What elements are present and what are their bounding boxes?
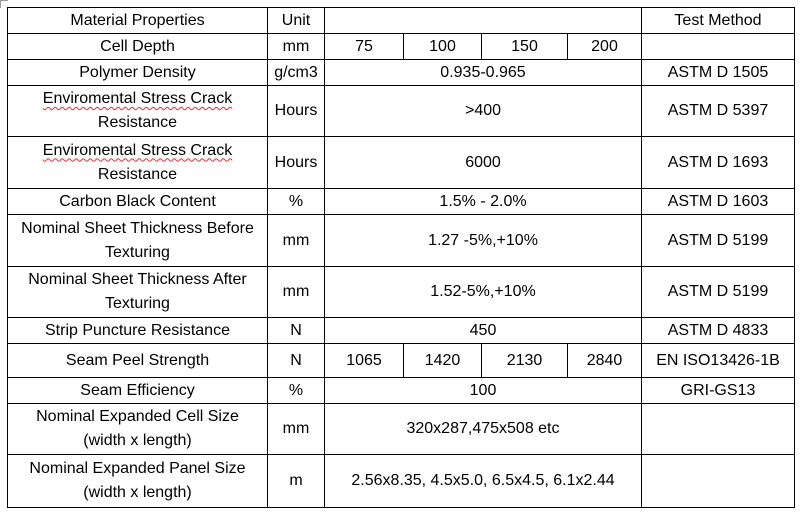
depth-value-cell: 100	[404, 34, 482, 60]
unit-cell: Hours	[268, 137, 325, 189]
property-cell	[8, 86, 268, 137]
property-cell: Cell Depth	[8, 34, 268, 60]
property-line1: Nominal Expanded Cell Size	[36, 408, 239, 425]
property-line2: Texturing	[105, 295, 170, 312]
header-property: Material Properties	[8, 8, 268, 34]
table-row	[8, 318, 795, 344]
property-line2: (width x length)	[83, 432, 192, 449]
table-row	[8, 137, 795, 189]
unit-cell: g/cm3	[268, 60, 325, 86]
value-cell: 0.935-0.965	[325, 60, 642, 86]
peel-value-cell: 2130	[482, 344, 568, 378]
test-method-cell: GRI-GS13	[642, 378, 795, 404]
peel-value-cell: 1065	[325, 344, 404, 378]
value-cell: 1.52-5%,+10%	[325, 267, 642, 318]
unit-cell: N	[268, 318, 325, 344]
property-line1: Nominal Sheet Thickness After	[28, 271, 247, 288]
unit-cell: mm	[268, 34, 325, 60]
property-cell: Carbon Black Content	[8, 189, 268, 215]
property-cell: Seam Efficiency	[8, 378, 268, 404]
property-line1: Enviromental Stress Crack	[42, 141, 233, 159]
table-row	[8, 215, 795, 267]
depth-value-cell: 150	[482, 34, 568, 60]
value-cell: 6000	[325, 137, 642, 189]
depth-value-cell: 200	[568, 34, 642, 60]
test-method-cell: EN ISO13426-1B	[642, 344, 795, 378]
value-cell: 1.5% - 2.0%	[325, 189, 642, 215]
unit-cell: %	[268, 189, 325, 215]
property-cell	[8, 404, 268, 455]
unit-cell: m	[268, 455, 325, 508]
table-row	[8, 86, 795, 137]
table-row-seam-peel	[8, 344, 795, 378]
test-method-blank	[642, 34, 795, 60]
test-method-cell: ASTM D 4833	[642, 318, 795, 344]
property-cell	[8, 215, 268, 267]
header-unit: Unit	[268, 8, 325, 34]
test-method-cell: ASTM D 1693	[642, 137, 795, 189]
property-cell	[8, 455, 268, 508]
property-line2: Resistance	[97, 114, 178, 131]
property-line1: Enviromental Stress Crack	[42, 90, 233, 107]
table-row	[8, 60, 795, 86]
test-method-cell	[642, 404, 795, 455]
value-cell: 100	[325, 378, 642, 404]
value-cell: 1.27 -5%,+10%	[325, 215, 642, 267]
property-line2: Resistance	[97, 165, 178, 183]
unit-cell: mm	[268, 215, 325, 267]
table-row	[8, 404, 795, 455]
value-cell: 320x287,475x508 etc	[325, 404, 642, 455]
property-line1: Nominal Sheet Thickness Before	[21, 219, 254, 237]
table-row	[8, 267, 795, 318]
unit-cell: mm	[268, 267, 325, 318]
property-cell	[8, 267, 268, 318]
test-method-cell: ASTM D 5397	[642, 86, 795, 137]
test-method-cell: ASTM D 5199	[642, 215, 795, 267]
material-properties-table	[7, 7, 795, 508]
header-row	[8, 8, 795, 34]
property-cell: Strip Puncture Resistance	[8, 318, 268, 344]
test-method-cell: ASTM D 1603	[642, 189, 795, 215]
property-cell: Polymer Density	[8, 60, 268, 86]
unit-cell: N	[268, 344, 325, 378]
header-test-method: Test Method	[642, 8, 795, 34]
table-row	[8, 378, 795, 404]
depth-value-cell: 75	[325, 34, 404, 60]
unit-cell: mm	[268, 404, 325, 455]
unit-cell: Hours	[268, 86, 325, 137]
property-cell: Seam Peel Strength	[8, 344, 268, 378]
test-method-cell	[642, 455, 795, 508]
header-value-blank	[325, 8, 642, 34]
value-cell: 450	[325, 318, 642, 344]
peel-value-cell: 2840	[568, 344, 642, 378]
property-line2: (width x length)	[83, 484, 192, 501]
property-line2: Texturing	[105, 243, 170, 261]
unit-cell: %	[268, 378, 325, 404]
table-row-cell-depth	[8, 34, 795, 60]
test-method-cell: ASTM D 1505	[642, 60, 795, 86]
table-row	[8, 455, 795, 508]
property-line1: Nominal Expanded Panel Size	[29, 460, 246, 477]
peel-value-cell: 1420	[404, 344, 482, 378]
value-cell: 2.56x8.35, 4.5x5.0, 6.5x4.5, 6.1x2.44	[325, 455, 642, 508]
table-row	[8, 189, 795, 215]
test-method-cell: ASTM D 5199	[642, 267, 795, 318]
value-cell: >400	[325, 86, 642, 137]
property-cell	[8, 137, 268, 189]
